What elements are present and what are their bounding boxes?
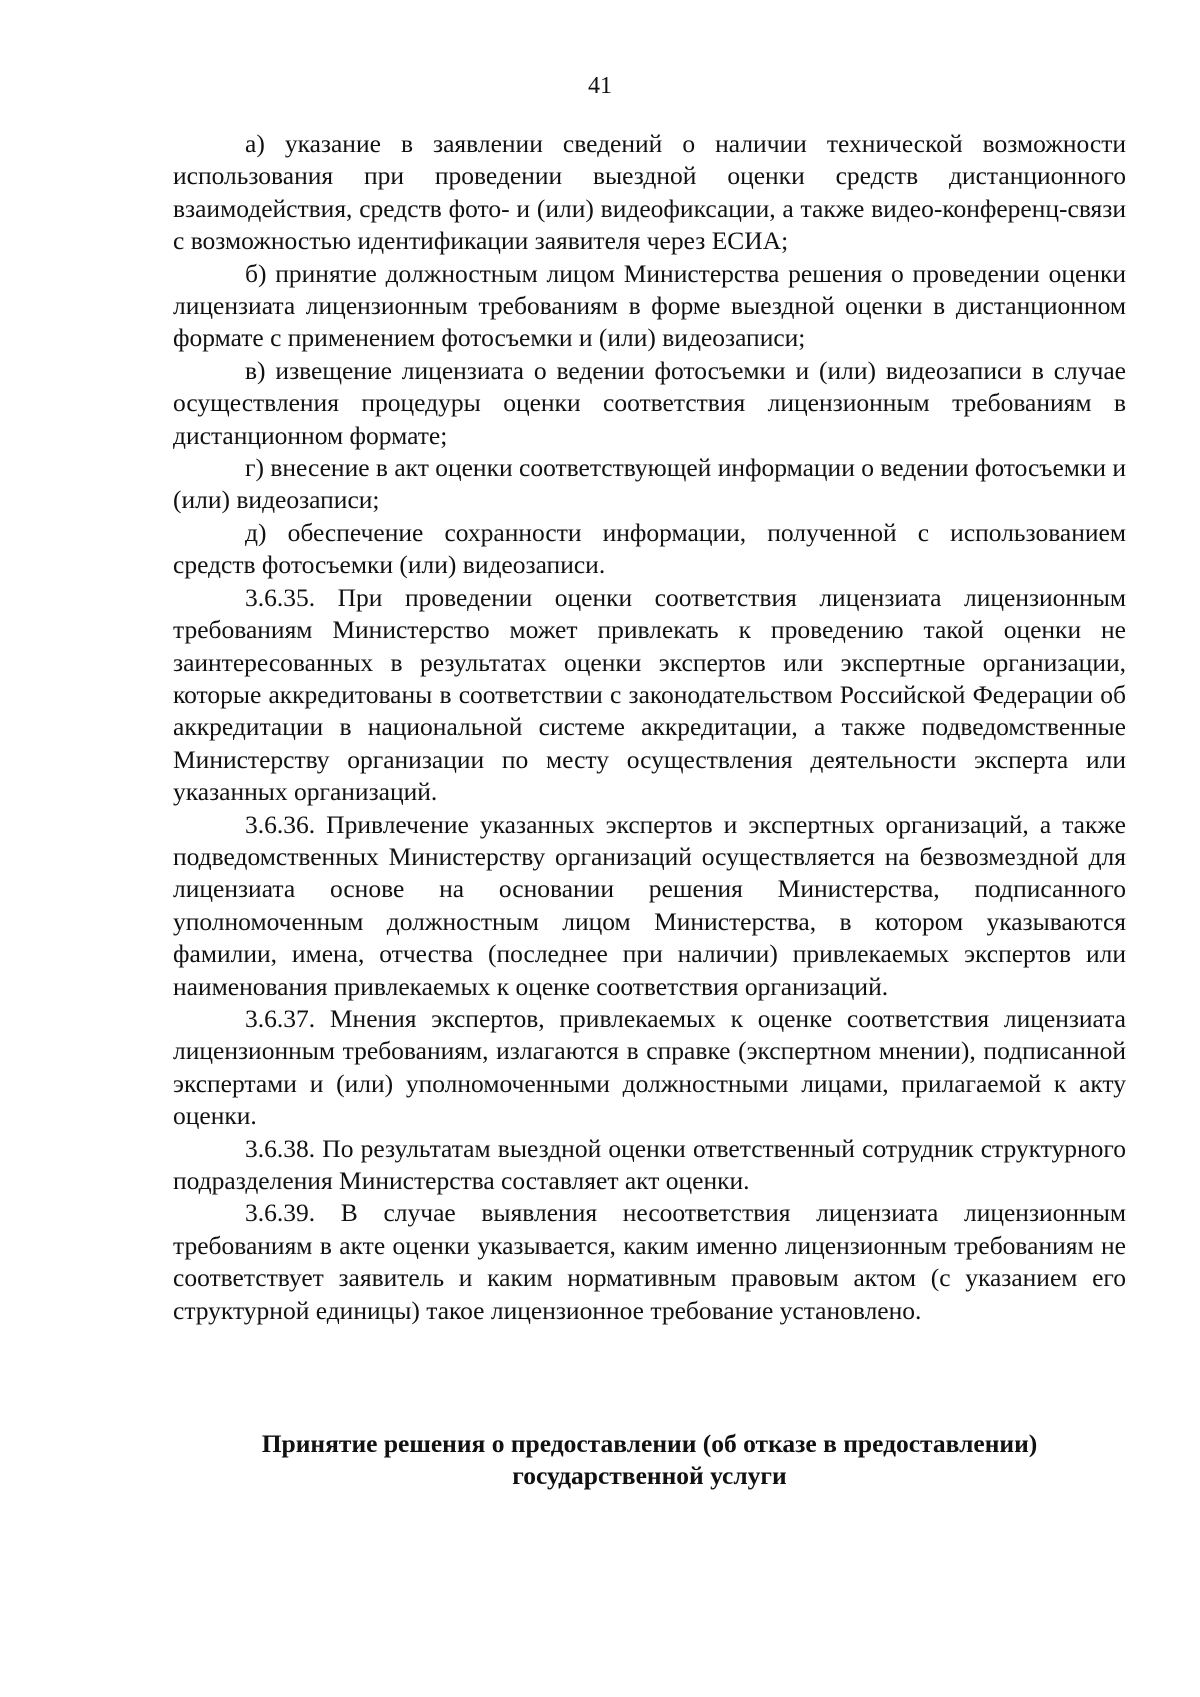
paragraph-3-6-39: 3.6.39. В случае выявления несоответствия лицензиата лицензионным требованиям в акте оценки указывается, каким именно лицензионным требованиям не соответствует заявитель и каким нормативным правовым актом (с указанием его структурной единицы) такое лицензионное требование установлено. xyxy=(173,1198,1126,1325)
paragraph-3-6-36: 3.6.36. Привлечение указанных экспертов и экспертных организаций, а также подведомственных Министерству организаций осуществляется на безвозмездной для лицензиата основе на основании решения Министерства, подписанного уполномоченным должностным лицом Министерства, в котором указываются фамилии, имена, отчества (последнее при наличии) привлекаемых экспертов или наименования привлекаемых к оценке соответствия организаций. xyxy=(173,809,1126,1001)
paragraph-v: в) извещение лицензиата о ведении фотосъемки и (или) видеозаписи в случае осуществления процедуры оценки соответствия лицензионным требованиям в дистанционном формате; xyxy=(173,355,1126,450)
paragraph-3-6-37: 3.6.37. Мнения экспертов, привлекаемых к оценке соответствия лицензиата лицензионным требованиям, излагаются в справке (экспертном мнении), подписанной экспертами и (или) уполномоченными должностными лицами, прилагаемой к акту оценки. xyxy=(173,1003,1126,1131)
paragraph-g: г) внесение в акт оценки соответствующей информации о ведении фотосъемки и (или) видеозаписи; xyxy=(173,453,1126,515)
paragraph-d: д) обеспечение сохранности информации, полученной с использованием средств фотосъемки (или) видеозаписи. xyxy=(173,517,1126,580)
page-number: 41 xyxy=(588,73,612,99)
paragraph-3-6-35: 3.6.35. При проведении оценки соответствия лицензиата лицензионным требованиям Министерство может привлекать к проведению такой оценки не заинтересованных в результатах оценки экспертов или экспертные организации, которые аккредитованы в соответствии с законодательством Российской Федерации об аккредитации в национальной системе аккредитации, а также подведомственные Министерству организации по месту осуществления деятельности эксперта или указанных организаций. xyxy=(173,582,1126,807)
paragraph-a: а) указание в заявлении сведений о наличии технической возможности использования при проведении выездной оценки средств дистанционного взаимодействия, средств фото- и (или) видеофиксации, а также видео-конференц-связи с возможностью идентификации заявителя через ЕСИА; xyxy=(173,129,1126,256)
document-body xyxy=(173,128,1126,1327)
section-heading-line-2: государственной услуги xyxy=(512,1461,787,1490)
section-heading xyxy=(173,1428,1126,1492)
section-heading-line-1: Принятие решения о предоставлении (об отказе в предоставлении) xyxy=(261,1429,1038,1458)
paragraph-3-6-38: 3.6.38. По результатам выездной оценки ответственный сотрудник структурного подразделения Министерства составляет акт оценки. xyxy=(173,1133,1126,1195)
paragraph-b: б) принятие должностным лицом Министерства решения о проведении оценки лицензиата лицензионным требованиям в форме выездной оценки в дистанционном формате с применением фотосъемки и (или) видеозаписи; xyxy=(173,258,1126,353)
